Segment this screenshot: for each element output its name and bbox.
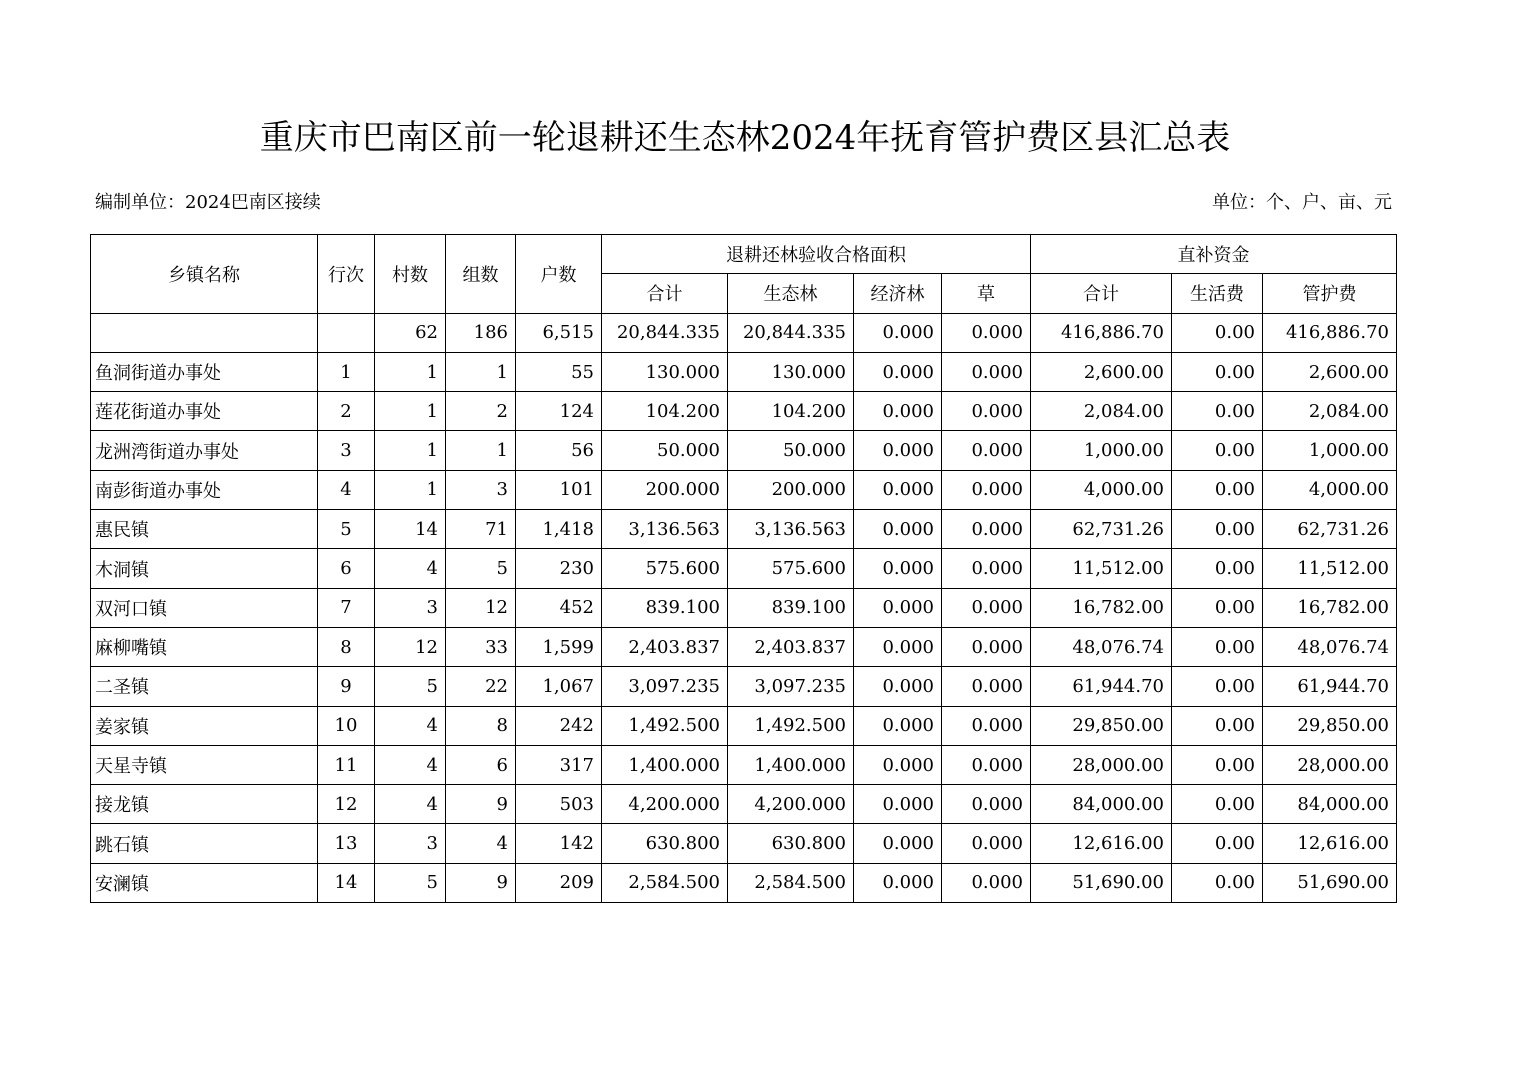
cell-fund-living: 0.00 bbox=[1172, 352, 1263, 391]
cell-area-eco: 1,400.000 bbox=[728, 745, 854, 784]
header-town: 乡镇名称 bbox=[91, 235, 318, 314]
cell-villages: 4 bbox=[375, 785, 446, 824]
cell-name: 惠民镇 bbox=[91, 510, 318, 549]
cell-area-grass: 0.000 bbox=[942, 863, 1031, 902]
table-row bbox=[91, 588, 1397, 627]
cell-villages: 12 bbox=[375, 627, 446, 666]
unit-label: 单位：个、户、亩、元 bbox=[1212, 192, 1392, 213]
table-row bbox=[91, 510, 1397, 549]
cell-fund-total: 51,690.00 bbox=[1031, 863, 1172, 902]
cell-fund-care: 12,616.00 bbox=[1263, 824, 1397, 863]
header-area-grass: 草 bbox=[942, 274, 1031, 313]
cell-fund-care: 1,000.00 bbox=[1263, 431, 1397, 470]
cell-name: 二圣镇 bbox=[91, 667, 318, 706]
cell-fund-care: 4,000.00 bbox=[1263, 470, 1397, 509]
cell-area-econ: 0.000 bbox=[854, 627, 942, 666]
cell-fund-total: 2,084.00 bbox=[1031, 392, 1172, 431]
cell-fund-total: 84,000.00 bbox=[1031, 785, 1172, 824]
cell-area-total: 575.600 bbox=[602, 549, 728, 588]
table-row bbox=[91, 470, 1397, 509]
cell-fund-living: 0.00 bbox=[1172, 627, 1263, 666]
cell-area-eco: 3,136.563 bbox=[728, 510, 854, 549]
cell-area-grass: 0.000 bbox=[942, 352, 1031, 391]
cell-area-econ: 0.000 bbox=[854, 510, 942, 549]
cell-fund-total: 11,512.00 bbox=[1031, 549, 1172, 588]
cell-households: 1,599 bbox=[516, 627, 602, 666]
table-body bbox=[91, 313, 1397, 902]
cell-area-total: 1,400.000 bbox=[602, 745, 728, 784]
cell-rank: 5 bbox=[318, 510, 375, 549]
page-title: 重庆市巴南区前一轮退耕还生态林2024年抚育管护费区县汇总表 bbox=[259, 118, 1231, 158]
cell-area-total: 20,844.335 bbox=[602, 313, 728, 352]
header-households: 户数 bbox=[516, 235, 602, 314]
cell-households: 56 bbox=[516, 431, 602, 470]
cell-area-eco: 50.000 bbox=[728, 431, 854, 470]
cell-area-grass: 0.000 bbox=[942, 706, 1031, 745]
cell-villages: 1 bbox=[375, 352, 446, 391]
cell-fund-total: 48,076.74 bbox=[1031, 627, 1172, 666]
cell-rank: 8 bbox=[318, 627, 375, 666]
cell-area-grass: 0.000 bbox=[942, 627, 1031, 666]
cell-rank: 12 bbox=[318, 785, 375, 824]
cell-fund-care: 48,076.74 bbox=[1263, 627, 1397, 666]
cell-fund-total: 29,850.00 bbox=[1031, 706, 1172, 745]
cell-area-eco: 575.600 bbox=[728, 549, 854, 588]
cell-groups: 1 bbox=[446, 431, 516, 470]
cell-groups: 8 bbox=[446, 706, 516, 745]
table-row bbox=[91, 863, 1397, 902]
cell-area-eco: 630.800 bbox=[728, 824, 854, 863]
cell-area-total: 1,492.500 bbox=[602, 706, 728, 745]
cell-name: 跳石镇 bbox=[91, 824, 318, 863]
cell-area-eco: 1,492.500 bbox=[728, 706, 854, 745]
cell-area-econ: 0.000 bbox=[854, 824, 942, 863]
cell-fund-care: 11,512.00 bbox=[1263, 549, 1397, 588]
compiler-label: 编制单位：2024巴南区接续 bbox=[95, 192, 321, 213]
cell-area-econ: 0.000 bbox=[854, 549, 942, 588]
cell-fund-care: 16,782.00 bbox=[1263, 588, 1397, 627]
cell-groups: 4 bbox=[446, 824, 516, 863]
cell-area-eco: 2,584.500 bbox=[728, 863, 854, 902]
cell-name: 鱼洞街道办事处 bbox=[91, 352, 318, 391]
cell-area-econ: 0.000 bbox=[854, 785, 942, 824]
cell-rank: 11 bbox=[318, 745, 375, 784]
cell-fund-total: 1,000.00 bbox=[1031, 431, 1172, 470]
cell-rank: 9 bbox=[318, 667, 375, 706]
cell-area-econ: 0.000 bbox=[854, 863, 942, 902]
cell-name: 木洞镇 bbox=[91, 549, 318, 588]
cell-area-eco: 839.100 bbox=[728, 588, 854, 627]
cell-fund-care: 51,690.00 bbox=[1263, 863, 1397, 902]
cell-fund-care: 416,886.70 bbox=[1263, 313, 1397, 352]
header-area-group: 退耕还林验收合格面积 bbox=[602, 235, 1031, 274]
cell-groups: 6 bbox=[446, 745, 516, 784]
cell-name: 姜家镇 bbox=[91, 706, 318, 745]
summary-table bbox=[90, 234, 1397, 903]
cell-area-grass: 0.000 bbox=[942, 745, 1031, 784]
header-fund-total: 合计 bbox=[1031, 274, 1172, 313]
cell-area-total: 3,097.235 bbox=[602, 667, 728, 706]
cell-fund-living: 0.00 bbox=[1172, 667, 1263, 706]
cell-fund-living: 0.00 bbox=[1172, 588, 1263, 627]
cell-groups: 5 bbox=[446, 549, 516, 588]
cell-villages: 3 bbox=[375, 588, 446, 627]
cell-area-eco: 2,403.837 bbox=[728, 627, 854, 666]
cell-villages: 14 bbox=[375, 510, 446, 549]
cell-area-econ: 0.000 bbox=[854, 588, 942, 627]
table-row bbox=[91, 431, 1397, 470]
header-row-1 bbox=[91, 235, 1397, 274]
cell-name: 安澜镇 bbox=[91, 863, 318, 902]
table-row bbox=[91, 627, 1397, 666]
cell-area-eco: 3,097.235 bbox=[728, 667, 854, 706]
cell-area-econ: 0.000 bbox=[854, 431, 942, 470]
cell-rank: 6 bbox=[318, 549, 375, 588]
cell-rank: 1 bbox=[318, 352, 375, 391]
cell-rank: 2 bbox=[318, 392, 375, 431]
header-fund-living: 生活费 bbox=[1172, 274, 1263, 313]
table-row bbox=[91, 549, 1397, 588]
cell-households: 452 bbox=[516, 588, 602, 627]
cell-fund-living: 0.00 bbox=[1172, 549, 1263, 588]
cell-area-grass: 0.000 bbox=[942, 470, 1031, 509]
cell-villages: 5 bbox=[375, 667, 446, 706]
header-area-eco: 生态林 bbox=[728, 274, 854, 313]
cell-name: 莲花街道办事处 bbox=[91, 392, 318, 431]
header-rank: 行次 bbox=[318, 235, 375, 314]
cell-villages: 1 bbox=[375, 431, 446, 470]
table-row bbox=[91, 667, 1397, 706]
header-area-total: 合计 bbox=[602, 274, 728, 313]
cell-households: 124 bbox=[516, 392, 602, 431]
cell-area-total: 630.800 bbox=[602, 824, 728, 863]
cell-fund-living: 0.00 bbox=[1172, 706, 1263, 745]
cell-area-econ: 0.000 bbox=[854, 313, 942, 352]
cell-fund-living: 0.00 bbox=[1172, 313, 1263, 352]
cell-groups: 12 bbox=[446, 588, 516, 627]
cell-area-grass: 0.000 bbox=[942, 431, 1031, 470]
cell-area-grass: 0.000 bbox=[942, 392, 1031, 431]
cell-villages: 4 bbox=[375, 706, 446, 745]
cell-groups: 9 bbox=[446, 863, 516, 902]
cell-fund-care: 2,084.00 bbox=[1263, 392, 1397, 431]
cell-fund-total: 12,616.00 bbox=[1031, 824, 1172, 863]
table-row bbox=[91, 785, 1397, 824]
cell-groups: 33 bbox=[446, 627, 516, 666]
cell-area-grass: 0.000 bbox=[942, 510, 1031, 549]
cell-name: 南彭街道办事处 bbox=[91, 470, 318, 509]
cell-fund-care: 84,000.00 bbox=[1263, 785, 1397, 824]
header-fund-care: 管护费 bbox=[1263, 274, 1397, 313]
cell-villages: 62 bbox=[375, 313, 446, 352]
header-fund-group: 直补资金 bbox=[1031, 235, 1397, 274]
cell-area-econ: 0.000 bbox=[854, 470, 942, 509]
cell-households: 242 bbox=[516, 706, 602, 745]
cell-rank: 13 bbox=[318, 824, 375, 863]
cell-area-eco: 104.200 bbox=[728, 392, 854, 431]
cell-fund-care: 28,000.00 bbox=[1263, 745, 1397, 784]
cell-rank: 4 bbox=[318, 470, 375, 509]
cell-fund-care: 61,944.70 bbox=[1263, 667, 1397, 706]
cell-rank bbox=[318, 313, 375, 352]
cell-households: 6,515 bbox=[516, 313, 602, 352]
cell-area-total: 50.000 bbox=[602, 431, 728, 470]
cell-fund-total: 62,731.26 bbox=[1031, 510, 1172, 549]
cell-groups: 9 bbox=[446, 785, 516, 824]
cell-area-grass: 0.000 bbox=[942, 313, 1031, 352]
cell-area-eco: 20,844.335 bbox=[728, 313, 854, 352]
cell-rank: 14 bbox=[318, 863, 375, 902]
cell-fund-living: 0.00 bbox=[1172, 510, 1263, 549]
cell-households: 55 bbox=[516, 352, 602, 391]
cell-area-eco: 200.000 bbox=[728, 470, 854, 509]
cell-area-grass: 0.000 bbox=[942, 549, 1031, 588]
cell-name: 双河口镇 bbox=[91, 588, 318, 627]
cell-fund-living: 0.00 bbox=[1172, 745, 1263, 784]
cell-area-eco: 4,200.000 bbox=[728, 785, 854, 824]
cell-area-econ: 0.000 bbox=[854, 745, 942, 784]
cell-area-total: 3,136.563 bbox=[602, 510, 728, 549]
cell-groups: 3 bbox=[446, 470, 516, 509]
cell-area-grass: 0.000 bbox=[942, 667, 1031, 706]
cell-households: 142 bbox=[516, 824, 602, 863]
cell-groups: 2 bbox=[446, 392, 516, 431]
cell-households: 101 bbox=[516, 470, 602, 509]
cell-area-total: 130.000 bbox=[602, 352, 728, 391]
cell-area-grass: 0.000 bbox=[942, 824, 1031, 863]
cell-households: 230 bbox=[516, 549, 602, 588]
cell-area-total: 839.100 bbox=[602, 588, 728, 627]
cell-fund-total: 2,600.00 bbox=[1031, 352, 1172, 391]
table-row bbox=[91, 352, 1397, 391]
cell-fund-total: 16,782.00 bbox=[1031, 588, 1172, 627]
cell-rank: 3 bbox=[318, 431, 375, 470]
cell-area-total: 104.200 bbox=[602, 392, 728, 431]
cell-name: 天星寺镇 bbox=[91, 745, 318, 784]
table-row bbox=[91, 745, 1397, 784]
cell-villages: 4 bbox=[375, 745, 446, 784]
cell-villages: 4 bbox=[375, 549, 446, 588]
table-row bbox=[91, 824, 1397, 863]
table-row bbox=[91, 706, 1397, 745]
cell-fund-living: 0.00 bbox=[1172, 431, 1263, 470]
cell-rank: 10 bbox=[318, 706, 375, 745]
cell-households: 1,067 bbox=[516, 667, 602, 706]
cell-area-econ: 0.000 bbox=[854, 667, 942, 706]
cell-area-grass: 0.000 bbox=[942, 588, 1031, 627]
cell-households: 317 bbox=[516, 745, 602, 784]
cell-fund-total: 28,000.00 bbox=[1031, 745, 1172, 784]
cell-fund-total: 61,944.70 bbox=[1031, 667, 1172, 706]
header-groups: 组数 bbox=[446, 235, 516, 314]
cell-name: 接龙镇 bbox=[91, 785, 318, 824]
cell-households: 503 bbox=[516, 785, 602, 824]
cell-area-total: 200.000 bbox=[602, 470, 728, 509]
cell-fund-living: 0.00 bbox=[1172, 863, 1263, 902]
cell-villages: 5 bbox=[375, 863, 446, 902]
cell-fund-total: 416,886.70 bbox=[1031, 313, 1172, 352]
cell-area-econ: 0.000 bbox=[854, 706, 942, 745]
cell-fund-living: 0.00 bbox=[1172, 824, 1263, 863]
cell-groups: 71 bbox=[446, 510, 516, 549]
cell-fund-living: 0.00 bbox=[1172, 470, 1263, 509]
cell-area-eco: 130.000 bbox=[728, 352, 854, 391]
cell-fund-living: 0.00 bbox=[1172, 785, 1263, 824]
cell-area-total: 4,200.000 bbox=[602, 785, 728, 824]
cell-fund-total: 4,000.00 bbox=[1031, 470, 1172, 509]
cell-area-grass: 0.000 bbox=[942, 785, 1031, 824]
cell-groups: 186 bbox=[446, 313, 516, 352]
cell-fund-care: 29,850.00 bbox=[1263, 706, 1397, 745]
cell-rank: 7 bbox=[318, 588, 375, 627]
cell-name: 龙洲湾街道办事处 bbox=[91, 431, 318, 470]
cell-groups: 22 bbox=[446, 667, 516, 706]
cell-fund-care: 2,600.00 bbox=[1263, 352, 1397, 391]
cell-name: 麻柳嘴镇 bbox=[91, 627, 318, 666]
cell-households: 209 bbox=[516, 863, 602, 902]
header-villages: 村数 bbox=[375, 235, 446, 314]
cell-area-total: 2,584.500 bbox=[602, 863, 728, 902]
cell-area-econ: 0.000 bbox=[854, 392, 942, 431]
cell-name bbox=[91, 313, 318, 352]
cell-villages: 1 bbox=[375, 392, 446, 431]
header-area-econ: 经济林 bbox=[854, 274, 942, 313]
cell-area-total: 2,403.837 bbox=[602, 627, 728, 666]
cell-households: 1,418 bbox=[516, 510, 602, 549]
total-row bbox=[91, 313, 1397, 352]
cell-groups: 1 bbox=[446, 352, 516, 391]
cell-fund-living: 0.00 bbox=[1172, 392, 1263, 431]
cell-villages: 3 bbox=[375, 824, 446, 863]
cell-area-econ: 0.000 bbox=[854, 352, 942, 391]
table-row bbox=[91, 392, 1397, 431]
cell-villages: 1 bbox=[375, 470, 446, 509]
cell-fund-care: 62,731.26 bbox=[1263, 510, 1397, 549]
